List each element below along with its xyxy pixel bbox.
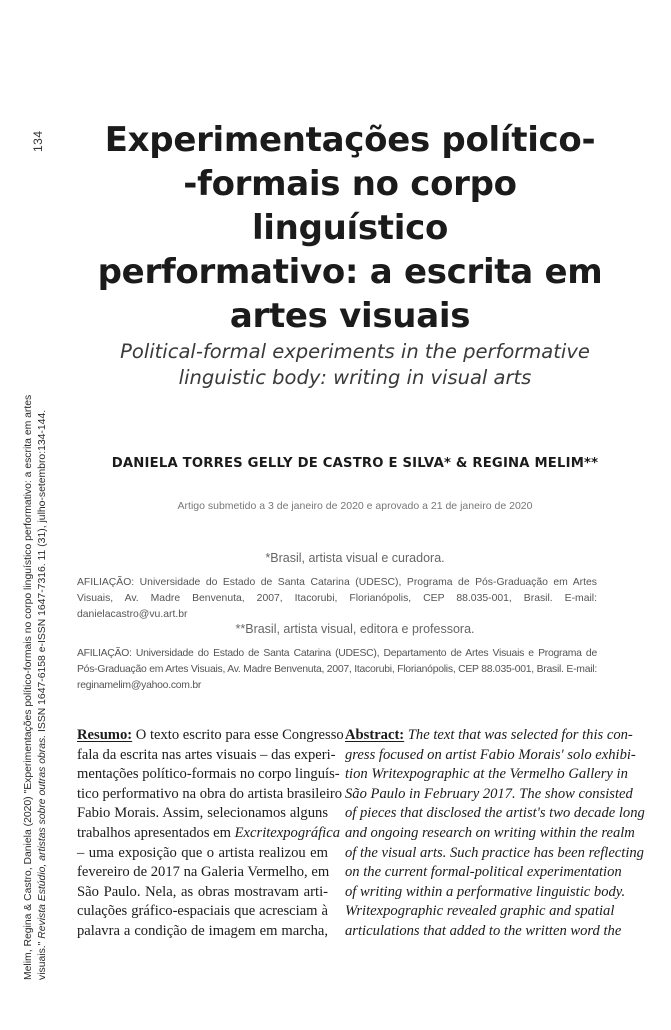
abstract-line: gress focused on artist Fabio Morais' solo exhibi- — [345, 746, 636, 763]
abstract-text: The text that was selected for this con- — [404, 727, 633, 743]
citation-issn: ISSN 1647-6158 e-ISSN 1647-7316. 11 (31), julho-setembro:134-144. — [36, 409, 48, 735]
exhibition-title: Excritexpográfica — [234, 824, 341, 841]
resumo-text: O texto escrito para esse Congresso — [132, 727, 344, 743]
abstract-label: Abstract: — [345, 727, 405, 743]
abstract-line: São Paulo in February 2017. The show consisted — [345, 785, 633, 802]
resumo-text: trabalhos apresentados em — [77, 824, 235, 841]
affiliation-heading-2: **Brasil, artista visual, editora e professora. — [235, 622, 475, 636]
citation-journal: Revista Estúdio, artistas sobre outras obras. — [36, 734, 48, 939]
citation-line-2 — [36, 210, 50, 980]
abstract-line: tion Writexpographic at the Vermelho Gallery in — [345, 766, 628, 783]
page-number: 134 — [31, 130, 45, 152]
title-line: -formais no corpo linguístico — [183, 164, 517, 248]
abstract-line: of pieces that disclosed the artist's two decade long — [345, 805, 645, 822]
abstract-line: articulations that added to the written word the — [345, 922, 622, 939]
affiliation-heading-1: *Brasil, artista visual e curadora. — [265, 551, 445, 565]
resumo-column — [77, 726, 344, 942]
submission-note: Artigo submetido a 3 de janeiro de 2020 e aprovado a 21 de janeiro de 2020 — [177, 500, 533, 512]
abstract-line — [345, 726, 633, 746]
resumo-label: Resumo: — [77, 727, 133, 743]
resumo-line: – uma exposição que o artista realizou em — [77, 844, 328, 861]
resumo-line: fala da escrita nas artes visuais – das experi- — [77, 746, 336, 763]
resumo-line — [77, 726, 344, 746]
resumo-line: fevereiro de 2017 na Galeria Vermelho, em — [77, 864, 330, 881]
title-line: artes visuais — [229, 296, 471, 336]
title-line: performativo: a escrita em — [97, 252, 603, 292]
title-line: Experimentações político- — [104, 120, 596, 160]
resumo-line: culações gráfico-espaciais que acresciam à — [77, 903, 328, 920]
abstract-line: of the visual arts. Such practice has been reflecting — [345, 844, 644, 861]
resumo-line: palavra a condição de imagem em marcha, — [77, 922, 328, 939]
citation-sidebar — [22, 210, 49, 980]
citation-text: Melim, Regina & Castro, Daniela (2020) "Experimentações político-formais no corpo linguístico performativo: a escrita em artes — [23, 394, 34, 980]
resumo-line: São Paulo. Nela, as obras mostravam arti- — [77, 883, 328, 900]
authors: DANIELA TORRES GELLY DE CASTRO E SILVA* & REGINA MELIM** — [111, 456, 599, 471]
affiliation-body-2: AFILIAÇÃO: Universidade do Estado de Santa Catarina (UDESC), Departamento de Artes Visuais e Programa de Pós-Graduação em Artes Visuais, Av. Madre Benvenuta, 2007, Itacorubi, Florianópolis, CEP 88.035-001, Brasil. E-mail: reginamelim@yahoo.com.br — [77, 648, 597, 691]
citation-line-1 — [22, 210, 36, 980]
article-title — [80, 118, 620, 338]
subtitle-line: Political-formal experiments in the performative — [120, 340, 590, 363]
abstract-line: of writing within a performative linguistic body. — [345, 883, 626, 900]
affiliation-body-1: AFILIAÇÃO: Universidade do Estado de Santa Catarina (UDESC), Programa de Pós-Graduação em Artes Visuais, Av. Madre Benvenuta, 2007, Itacorubi, Florianópolis, CEP 88.035-001, Brasil. E-mail: danielacastro@vu.art.br — [77, 577, 597, 620]
subtitle-line: linguistic body: writing in visual arts — [178, 366, 532, 389]
resumo-line: mentações político-formais no corpo linguís- — [77, 766, 340, 783]
abstract-line: Writexpographic revealed graphic and spatial — [345, 903, 615, 920]
abstract-column — [345, 726, 645, 942]
abstract-line: and ongoing research on writing within the realm — [345, 824, 635, 841]
citation-text-2: visuais." — [36, 938, 48, 980]
article-subtitle — [70, 339, 640, 391]
abstract-line: on the current formal-political experimentation — [345, 864, 622, 881]
resumo-line: Fabio Morais. Assim, selecionamos alguns — [77, 805, 328, 822]
resumo-line: tico performativo na obra do artista brasileiro — [77, 785, 343, 802]
resumo-line — [77, 824, 341, 844]
